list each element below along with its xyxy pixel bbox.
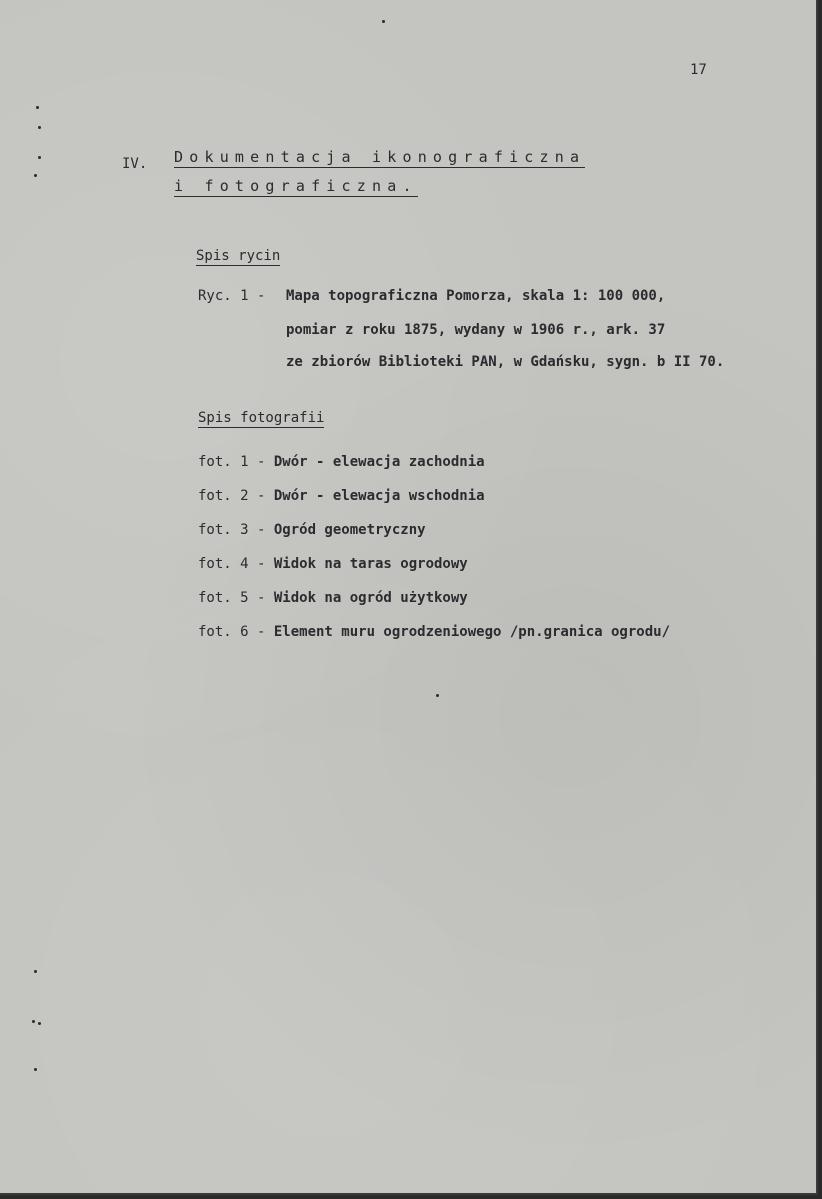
illustration-label: Ryc. 1 - [198, 288, 266, 304]
illustration-desc-line: ze zbiorów Biblioteki PAN, w Gdańsku, sygn. b II 70. [286, 354, 725, 370]
margin-speck [34, 970, 37, 973]
margin-speck [38, 156, 41, 159]
margin-speck [36, 106, 39, 109]
photo-description: Element muru ogrodzeniowego /pn.granica ogrodu/ [273, 624, 671, 640]
photo-list-item [198, 522, 426, 538]
page-number: 17 [690, 62, 707, 78]
illustrations-title: Spis rycin [196, 248, 281, 264]
photo-list-item [198, 454, 485, 470]
photo-list-item [198, 556, 468, 572]
photo-label: fot. 6 - [198, 624, 274, 640]
photographs-title: Spis fotografii [198, 410, 325, 426]
margin-speck [38, 126, 41, 129]
photo-label: fot. 5 - [198, 590, 274, 606]
photo-list-item [198, 488, 485, 504]
photo-list-item [198, 590, 468, 606]
illustration-desc-line: pomiar z roku 1875, wydany w 1906 r., ark. 37 [286, 322, 666, 338]
photo-label: fot. 2 - [198, 488, 274, 504]
photo-label: fot. 3 - [198, 522, 274, 538]
photo-description: Widok na ogród użytkowy [273, 590, 468, 606]
margin-speck [34, 1068, 37, 1071]
photo-list-item [198, 624, 670, 640]
margin-speck [436, 694, 439, 697]
photo-label: fot. 1 - [198, 454, 274, 470]
photo-description: Dwór - elewacja wschodnia [273, 488, 485, 504]
margin-speck [34, 174, 37, 177]
photo-description: Widok na taras ogrodowy [273, 556, 468, 572]
photo-description: Dwór - elewacja zachodnia [273, 454, 485, 470]
margin-speck [38, 1022, 41, 1025]
section-heading-line1: Dokumentacja ikonograficzna [174, 148, 586, 166]
section-heading-line2: i fotograficzna. [174, 177, 418, 195]
section-number: IV. [122, 156, 148, 172]
margin-speck [32, 1020, 35, 1023]
photo-label: fot. 4 - [198, 556, 274, 572]
illustration-desc-line: Mapa topograficzna Pomorza, skala 1: 100 000, [286, 288, 666, 304]
margin-speck [382, 20, 385, 23]
photo-description: Ogród geometryczny [273, 522, 426, 538]
